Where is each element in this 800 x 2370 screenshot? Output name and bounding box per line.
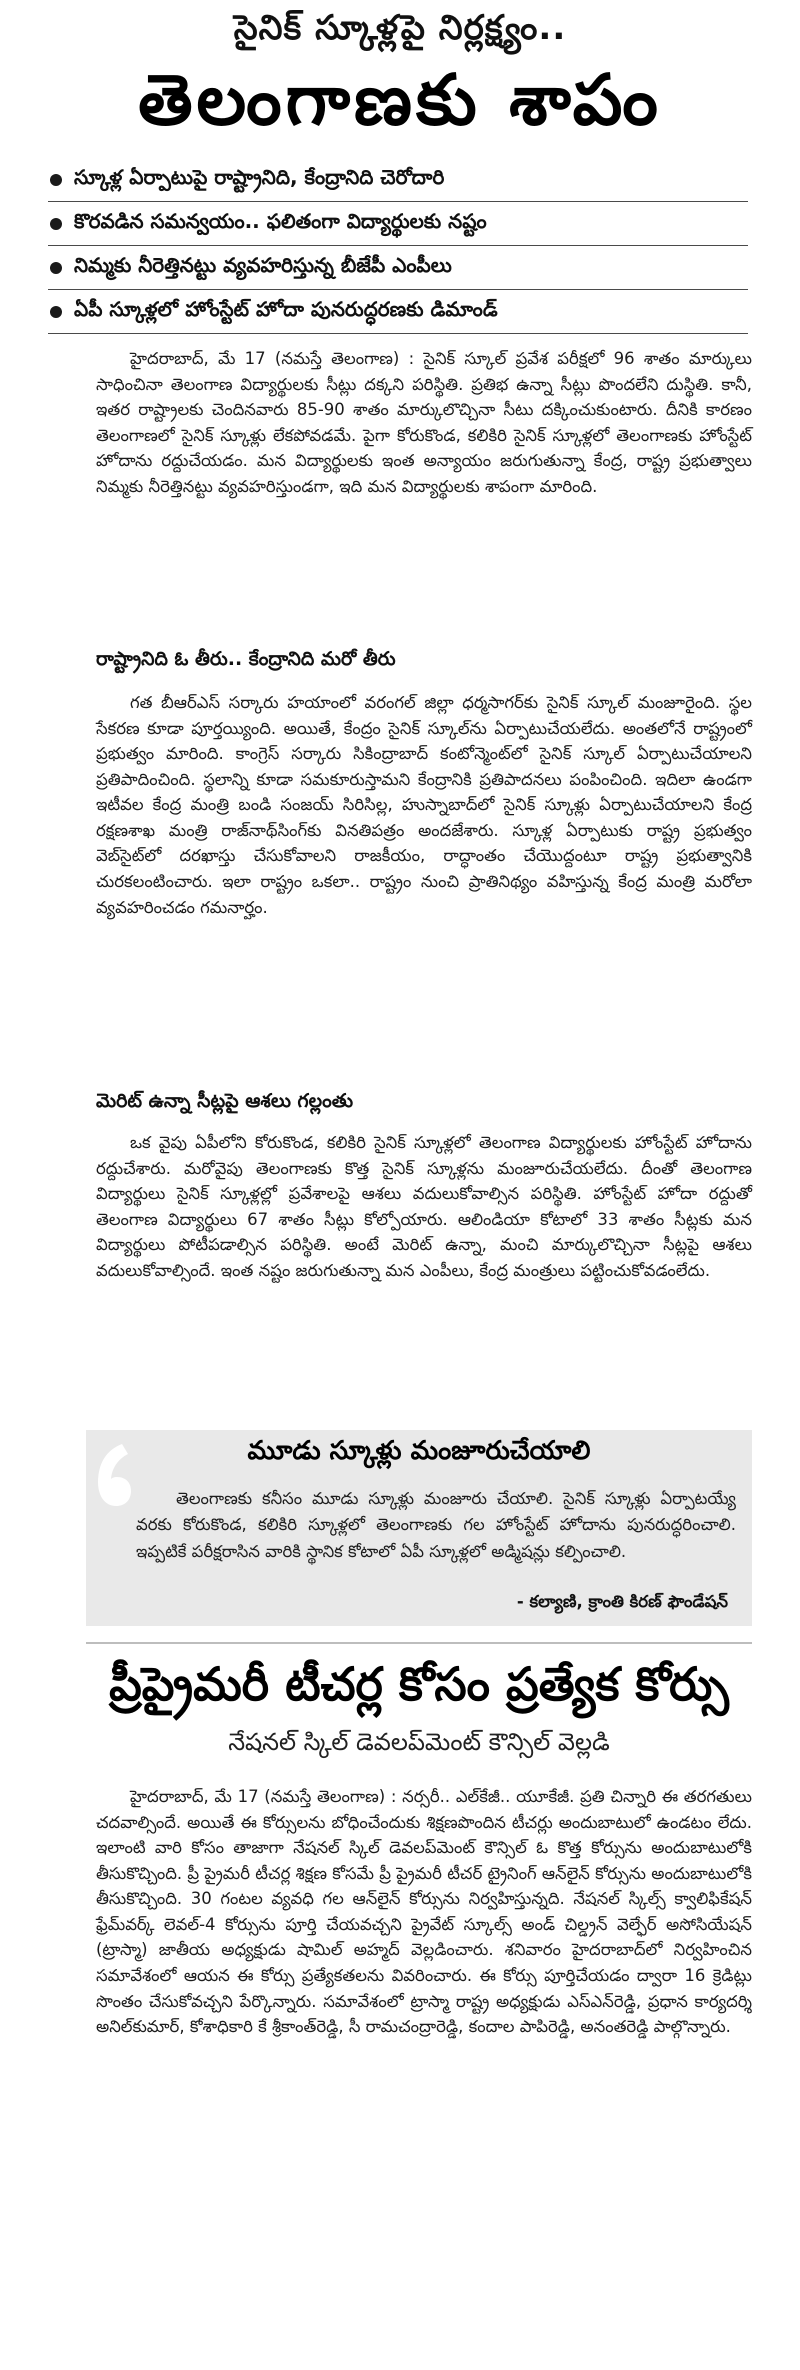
quote-body (136, 1486, 736, 1565)
quote-text: తెలంగాణకు కనీసం మూడు స్కూళ్లు మంజూరు చేయాలి. సైనిక్ స్కూళ్లు ఏర్పాటయ్యే వరకు కోరుకొండ, కలికిరి స్కూళ్లలో తెలంగాణకు గల హోంస్టేట్ హోదాను పునరుద్ధరించాలి. ఇప్పటికే పరీక్షరాసిన వారికి స్థానిక కోటాలో ఏపీ స్కూళ్లలో అడ్మిషన్లు కల్పించాలి. (136, 1489, 736, 1561)
second-article-body (96, 1784, 752, 2040)
paragraph-merit (96, 1130, 752, 1283)
bullet-item (48, 202, 748, 246)
article-headline: తెలంగాణకు శాపం (138, 59, 662, 141)
bullet-item (48, 158, 748, 202)
quote-attribution: - కల్యాణి, క్రాంతి కిరణ్ ఫౌండేషన్ (516, 1592, 728, 1611)
subheading-merit: మెరిట్ ఉన్నా సీట్లపై ఆశలు గల్లంతు (96, 1090, 354, 1112)
subheading-state-centre: రాష్ట్రానిది ఓ తీరు.. కేంద్రానిది మరో తీరు (96, 648, 396, 670)
paragraph-text: ఒక వైపు ఏపీలోని కోరుకొండ, కలికిరి సైనిక్ స్కూళ్లలో తెలంగాణ విద్యార్థులకు హోంస్టేట్ హోదాను రద్దుచేశారు. మరోవైపు తెలంగాణకు కొత్త సైనిక్ స్కూళ్లను మంజూరుచేయలేదు. దీంతో తెలంగాణ విద్యార్థులు సైనిక్ స్కూళ్లల్లో ప్రవేశాలపై ఆశలు వదులుకోవాల్సిన పరిస్థితి. హోంస్టేట్ హోదా రద్దుతో తెలంగాణ విద్యార్థులు 67 శాతం సీట్లు కోల్పోయారు. ఆలిండియా కోటాలో 33 శాతం సీట్లకు మన విద్యార్థులు పోటీపడాల్సిన పరిస్థితి. అంటే మెరిట్ ఉన్నా, మంచి మార్కులొచ్చినా సీట్లపై ఆశలు వదులుకోవాల్సిందే. ఇంత నష్టం జరుగుతున్నా మన ఎంపీలు, కేంద్ర మంత్రులు పట్టించుకోవడంలేదు. (96, 1133, 752, 1280)
bullet-item (48, 290, 748, 334)
bullet-item (48, 246, 748, 290)
quote-box (86, 1430, 752, 1626)
bullet-text: ఏపీ స్కూళ్లలో హోంస్టేట్ హోదా పునరుద్ధరణకు డిమాండ్ (74, 297, 498, 321)
paragraph-text: గత బీఆర్ఎస్ సర్కారు హయాంలో వరంగల్ జిల్లా ధర్మసాగర్‌కు సైనిక్ స్కూల్ మంజూరైంది. స్థల సేకరణ కూడా పూర్తయ్యింది. అయితే, కేంద్రం సైనిక్ స్కూల్‌ను ఏర్పాటుచేయలేదు. అంతలోనే రాష్ట్రంలో ప్రభుత్వం మారింది. కాంగ్రెస్ సర్కారు సికింద్రాబాద్ కంటోన్మెంట్‌లో సైనిక్ స్కూల్ ఏర్పాటుచేయాలని ప్రతిపాదించింది. స్థలాన్ని కూడా సమకూరుస్తామని కేంద్రానికి ప్రతిపాదనలు పంపించింది. ఇదిలా ఉండగా ఇటీవల కేంద్ర మంత్రి బండి సంజయ్ సిరిసిల్ల, హుస్నాబాద్‌లో సైనిక్ స్కూళ్లు ఏర్పాటుచేయాలని కేంద్ర రక్షణశాఖ మంత్రి రాజ్‌నాథ్‌సింగ్‌కు వినతిపత్రం అందజేశారు. స్కూళ్ల ఏర్పాటుకు రాష్ట్ర ప్రభుత్వం వెబ్‌సైట్‌లో దరఖాస్తు చేసుకోవాలని రాజకీయం, రాద్ధాంతం చేయొద్దంటూ రాష్ట్ర ప్రభుత్వానికి చురకలంటించారు. ఇలా రాష్ట్రం ఒకలా.. రాష్ట్రం నుంచి ప్రాతినిథ్యం వహిస్తున్న కేంద్ర మంత్రి మరోలా వ్యవహరించడం గమనార్హం. (96, 693, 752, 917)
section-divider (86, 1642, 752, 1644)
bullet-text: నిమ్మకు నీరెత్తినట్టు వ్యవహరిస్తున్న బీజేపీ ఎంపీలు (74, 253, 452, 277)
bullet-dot-icon (50, 262, 62, 274)
second-article-text: హైదరాబాద్, మే 17 (నమస్తే తెలంగాణ) : నర్సరీ.. ఎల్‌కేజీ.. యూకేజీ. ప్రతి చిన్నారి ఈ తరగతులు చదవాల్సిందే. అయితే ఈ కోర్సులను బోధించేందుకు శిక్షణపొందిన టీచర్లు అందుబాటులో ఉండటం లేదు. ఇలాంటి వారి కోసం తాజాగా నేషనల్ స్కిల్ డెవలప్‌మెంట్ కౌన్సిల్ ఓ కొత్త కోర్సును అందుబాటులోకి తీసుకొచ్చింది. ప్రీ ప్రైమరీ టీచర్ల శిక్షణ కోసమే ప్రీ ప్రైమరీ టీచర్ ట్రైనింగ్ ఆన్‌లైన్ కోర్సును అందుబాటులోకి తీసుకొచ్చింది. 30 గంటల వ్యవధి గల ఆన్‌లైన్ కోర్సును నిర్వహిస్తున్నది. నేషనల్ స్కిల్స్ క్వాలిఫికేషన్ ఫ్రేమ్‌వర్క్ లెవల్-4 కోర్సును పూర్తి చేయవచ్చని ప్రైవేట్ స్కూల్స్ అండ్ చిల్డ్రన్ వెల్ఫేర్ అసోసియేషన్ (ట్రాస్మా) జాతీయ అధ్యక్షుడు షామిల్ అహ్మద్ వెల్లడించారు. శనివారం హైదరాబాద్‌లో నిర్వహించిన సమావేశంలో ఆయన ఈ కోర్సు ప్రత్యేకతలను వివరించారు. ఈ కోర్సు పూర్తిచేయడం ద్వారా 16 క్రెడిట్లు సొంతం చేసుకోవచ్చని పేర్కొన్నారు. సమావేశంలో ట్రాస్మా రాష్ట్ర అధ్యక్షుడు ఎస్ఎన్‌రెడ్డి, ప్రధాన కార్యదర్శి అనిల్‌కుమార్, కోశాధికారి కే శ్రీకాంత్‌రెడ్డి, సీ రామచంద్రారెడ్డి, కందాల పాపిరెడ్డి, అనంతరెడ్డి పాల్గొన్నారు. (96, 1787, 752, 2037)
lead-text: హైదరాబాద్, మే 17 (నమస్తే తెలంగాణ) : సైనిక్ స్కూల్ ప్రవేశ పరీక్షలో 96 శాతం మార్కులు సాధించినా తెలంగాణ విద్యార్థులకు సీట్లు దక్కని పరిస్థితి. ప్రతిభ ఉన్నా సీట్లు పొందలేని దుస్థితి. కానీ, ఇతర రాష్ట్రాలకు చెందినవారు 85-90 శాతం మార్కులొచ్చినా సీటు దక్కించుకుంటారు. దీనికి కారణం తెలంగాణలో సైనిక్ స్కూళ్లు లేకపోవడమే. పైగా కోరుకొండ, కలికిరి సైనిక్ స్కూళ్లలో తెలంగాణకు హోంస్టేట్ హోదాను రద్దుచేయడం. మన విద్యార్థులకు ఇంత అన్యాయం జరుగుతున్నా కేంద్ర, రాష్ట్ర ప్రభుత్వాలు నిమ్మకు నీరెత్తినట్టు వ్యవహరిస్తుండగా, ఇది మన విద్యార్థులకు శాపంగా మారింది. (96, 349, 752, 496)
article-kicker: సైనిక్ స్కూళ్లపై నిర్లక్ష్యం.. (233, 8, 567, 48)
second-article-subhead: నేషనల్ స్కిల్ డెవలప్‌మెంట్ కౌన్సిల్ వెల్లడి (228, 1728, 610, 1756)
second-article-headline: ప్రీప్రైమరీ టీచర్ల కోసం ప్రత్యేక కోర్సు (109, 1657, 729, 1711)
lead-paragraph (96, 346, 752, 499)
highlight-bullets (48, 158, 748, 334)
paragraph-state-centre (96, 690, 752, 920)
bullet-dot-icon (50, 306, 62, 318)
bullet-text: కొరవడిన సమన్వయం.. ఫలితంగా విద్యార్థులకు నష్టం (74, 209, 487, 233)
bullet-dot-icon (50, 174, 62, 186)
quote-heading: మూడు స్కూళ్లు మంజూరుచేయాలి (247, 1436, 591, 1466)
bullet-dot-icon (50, 218, 62, 230)
bullet-text: స్కూళ్ల ఏర్పాటుపై రాష్ట్రానిది, కేంద్రానిది చెరోదారి (74, 165, 445, 189)
